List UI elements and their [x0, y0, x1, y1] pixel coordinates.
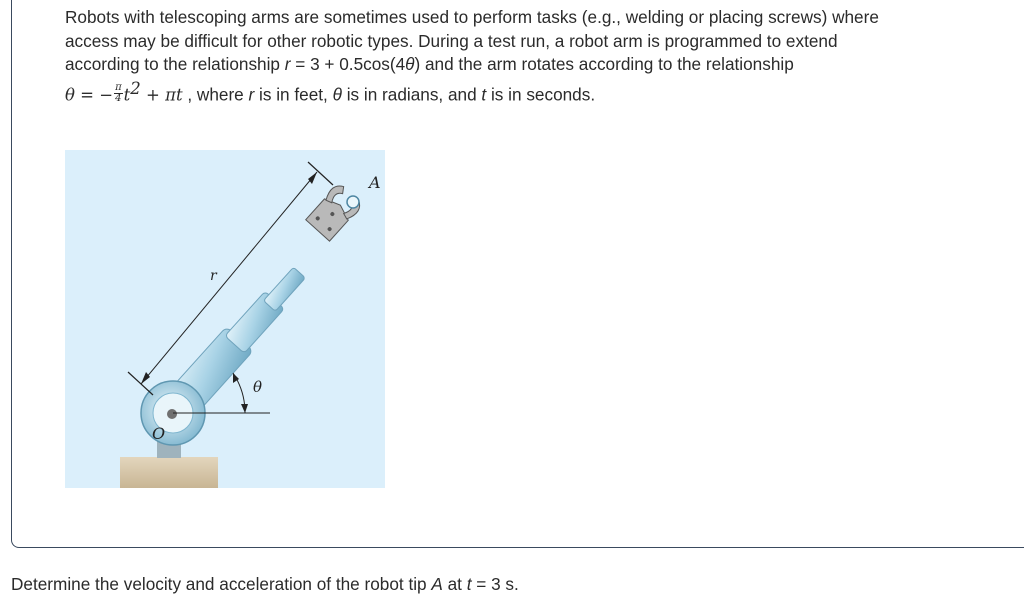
problem-line-4 — [65, 77, 1015, 107]
theta-equation-tail: + πt — [140, 85, 183, 105]
theta-symbol: θ — [405, 54, 415, 74]
base-block — [120, 457, 218, 488]
question-a: A — [431, 574, 443, 594]
r-symbol: r — [284, 54, 291, 74]
question-mid: at — [442, 574, 467, 594]
problem-line-3 — [65, 53, 1015, 77]
question-post: = 3 s. — [471, 574, 519, 594]
label-o: O — [152, 424, 166, 443]
problem-line-1: Robots with telescoping arms are sometimes used to perform tasks (e.g., welding or placing screws) where — [65, 7, 879, 27]
fraction-denominator: 4 — [115, 93, 122, 105]
label-a: A — [369, 173, 381, 192]
theta-equation-exponent: 2 — [130, 78, 141, 98]
theta-equation-t: t — [123, 85, 131, 105]
line4-text-2: is in feet, — [254, 84, 333, 105]
line4-text-3: is in radians, and — [341, 84, 482, 105]
question-pre: Determine the velocity and acceleration of the robot tip — [11, 574, 432, 594]
fraction-numerator: π — [115, 82, 122, 94]
line3-tail: ) and the arm rotates according to the relationship — [414, 54, 794, 74]
line4-theta: θ — [332, 84, 342, 105]
pivot-point — [167, 409, 177, 419]
line4-text-1: , where — [182, 84, 249, 105]
pi-over-four-fraction — [114, 83, 123, 104]
label-r: r — [210, 268, 217, 284]
problem-line-2: access may be difficult for other robotic types. During a test run, a robot arm is programmed to extend — [65, 30, 838, 51]
question-text — [11, 574, 519, 595]
problem-statement — [65, 6, 1015, 107]
theta-equation-lhs: θ = − — [65, 85, 114, 105]
line4-r: r — [248, 84, 255, 105]
line4-text-4: is in seconds. — [486, 84, 596, 105]
line3-text: according to the relationship — [65, 54, 285, 74]
tip-a-marker — [347, 196, 359, 208]
r-equation: = 3 + 0.5cos(4 — [290, 54, 406, 74]
question-t: t — [466, 574, 472, 594]
robot-arm-figure — [65, 150, 385, 488]
line4-t: t — [481, 84, 487, 105]
label-theta: θ — [253, 378, 263, 396]
figure-background — [65, 150, 385, 488]
